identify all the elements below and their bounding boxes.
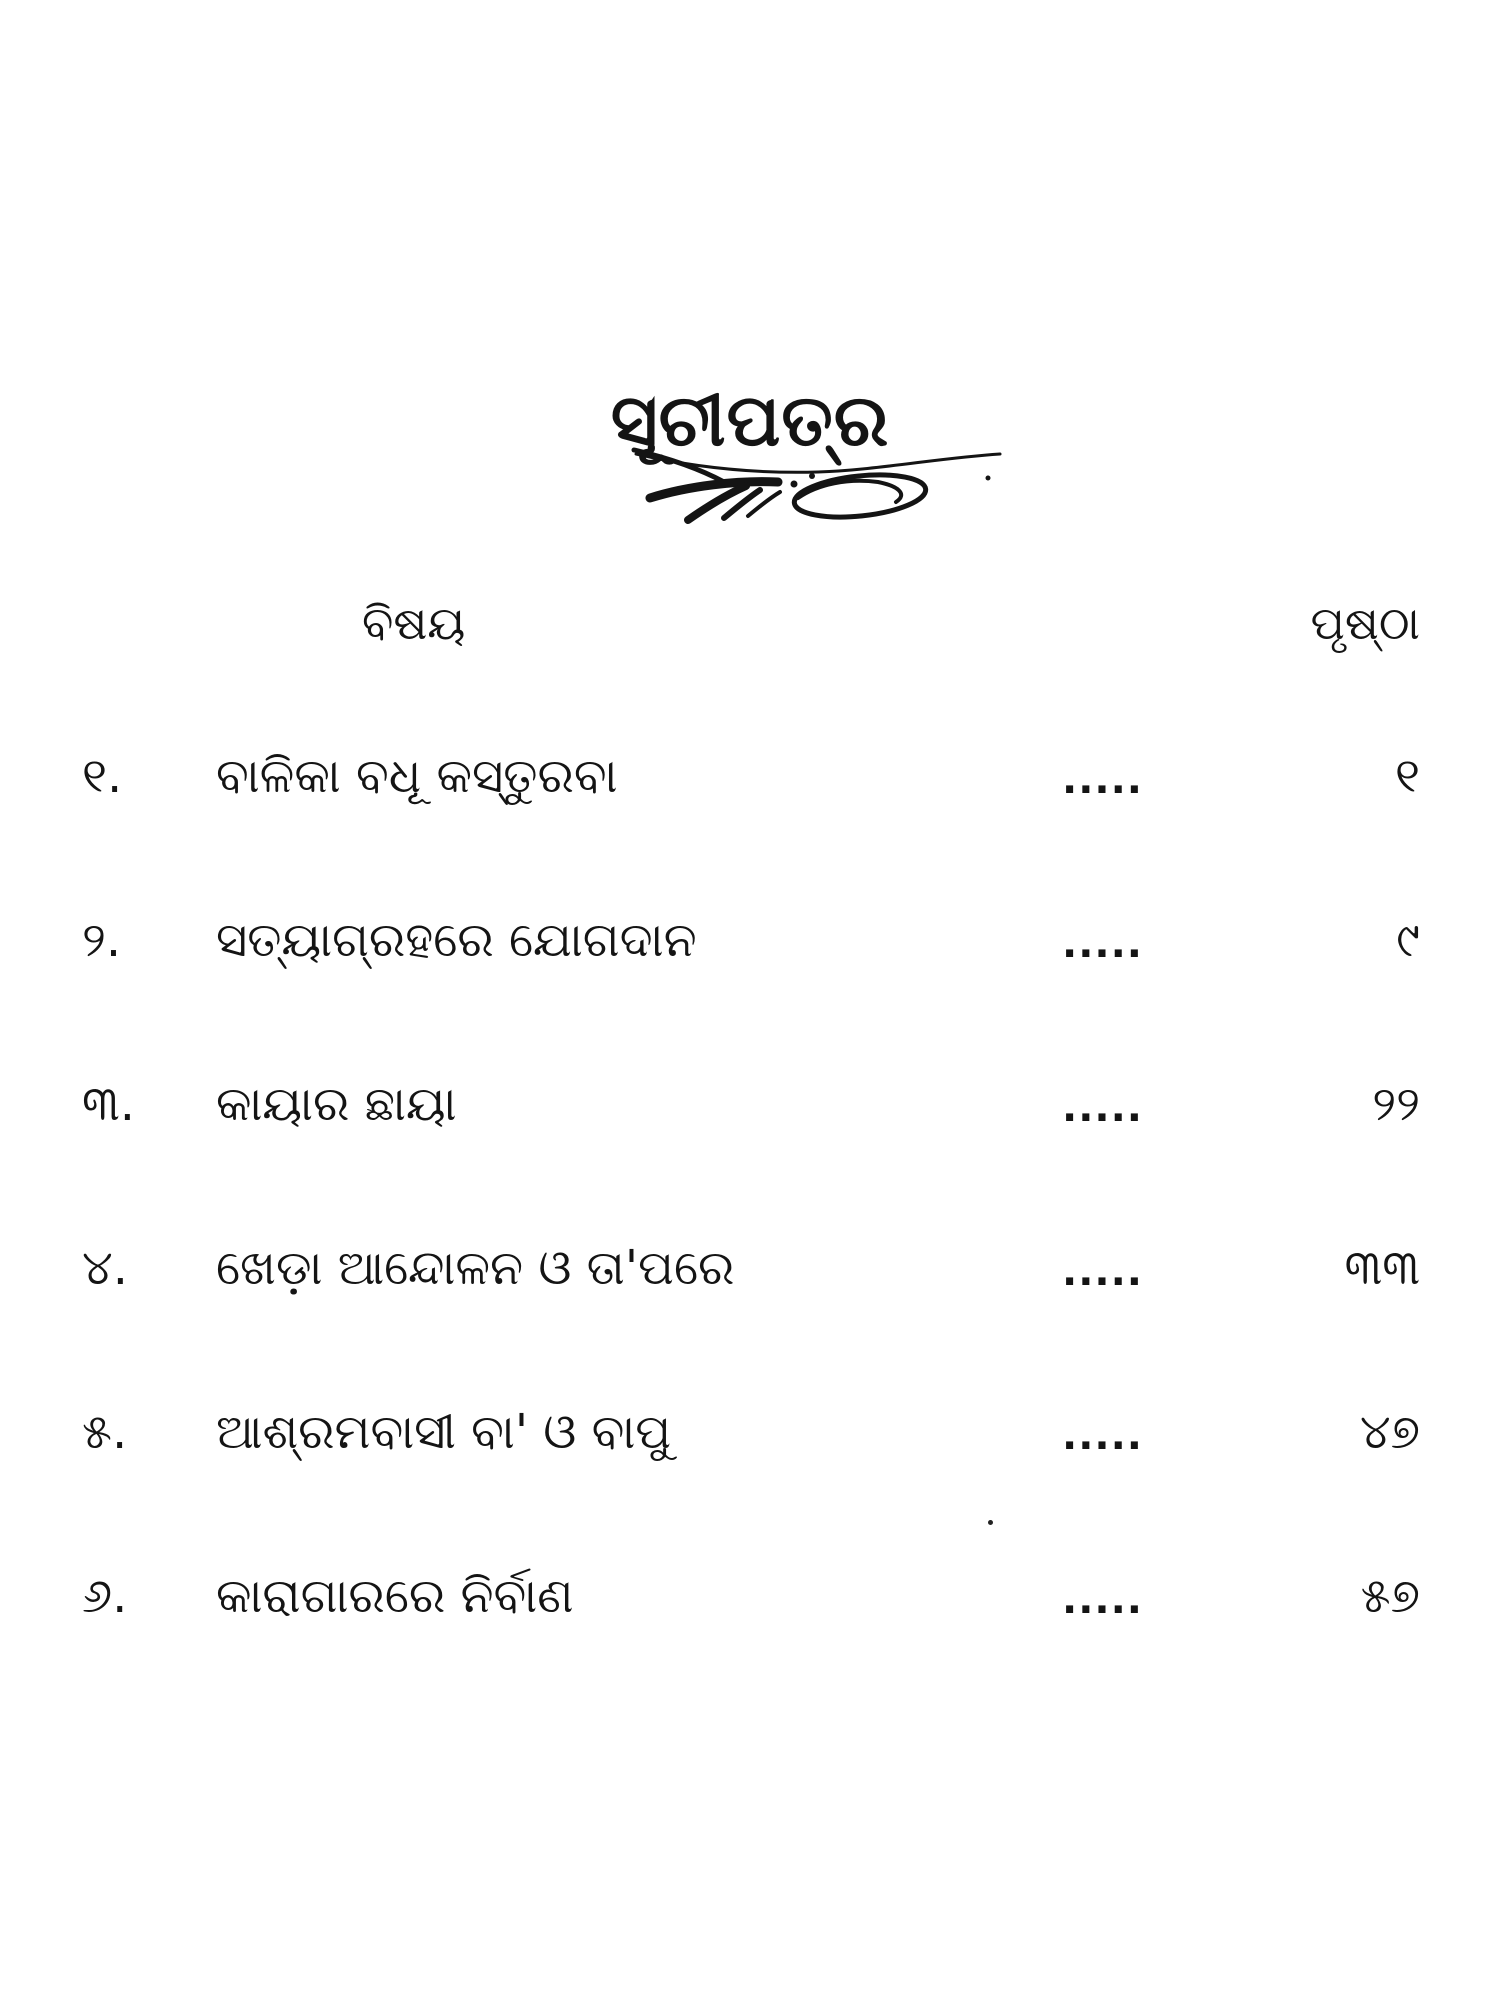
entry-number: ୫. bbox=[82, 1404, 128, 1460]
entry-title: ଖେଡ଼ା ଆନ୍ଦୋଳନ ଓ ତା'ପରେ bbox=[216, 1240, 735, 1296]
entry-page-number: ୫୭ bbox=[1360, 1568, 1420, 1624]
entry-number: ୪. bbox=[82, 1240, 129, 1296]
stray-dot bbox=[988, 1520, 993, 1525]
page-column-header: ପୃଷ୍ଠା bbox=[1310, 596, 1420, 650]
entry-page-number: ୪୭ bbox=[1359, 1404, 1420, 1460]
entry-page-number: ୩୩ bbox=[1344, 1240, 1420, 1296]
entry-number: ୩. bbox=[82, 1076, 135, 1132]
entry-number: ୧. bbox=[82, 748, 123, 804]
entry-number: ୨. bbox=[82, 912, 122, 968]
dot-leader: ..... bbox=[1062, 1577, 1143, 1623]
entry-page-number: ୯ bbox=[1396, 912, 1420, 968]
page-title: ସୂଚୀପତ୍ର bbox=[610, 378, 890, 463]
dot-leader: ..... bbox=[1062, 1413, 1143, 1459]
dot-leader: ..... bbox=[1062, 921, 1143, 967]
entry-page-number: ୧ bbox=[1394, 748, 1420, 804]
entry-number: ୬. bbox=[82, 1568, 128, 1624]
subject-column-header: ବିଷୟ bbox=[362, 596, 466, 650]
calligraphic-flourish-icon bbox=[628, 428, 1008, 538]
toc-entry[interactable] bbox=[0, 748, 1500, 916]
toc-entry[interactable] bbox=[0, 1404, 1500, 1572]
dot-leader: ..... bbox=[1062, 757, 1143, 803]
toc-entry[interactable] bbox=[0, 1076, 1500, 1244]
dot-leader: ..... bbox=[1062, 1249, 1143, 1295]
entry-title: ଆଶ୍ରମବାସୀ ବା' ଓ ବାପୁ bbox=[216, 1404, 672, 1460]
entry-title: ବାଳିକା ବଧୂ କସ୍ତୁରବା bbox=[216, 748, 618, 804]
entry-title: ସତ୍ୟାଗ୍ରହରେ ଯୋଗଦାନ bbox=[216, 912, 697, 968]
toc-entry[interactable] bbox=[0, 912, 1500, 1080]
toc-entry[interactable] bbox=[0, 1568, 1500, 1736]
toc-entry[interactable] bbox=[0, 1240, 1500, 1408]
entry-title: କାରାଗାରରେ ନିର୍ବାଣ bbox=[216, 1568, 574, 1624]
entry-page-number: ୨୨ bbox=[1372, 1076, 1420, 1132]
dot-leader: ..... bbox=[1062, 1085, 1143, 1131]
entry-title: କାୟାର ଛାୟା bbox=[216, 1076, 457, 1132]
toc-list bbox=[0, 748, 1500, 1736]
